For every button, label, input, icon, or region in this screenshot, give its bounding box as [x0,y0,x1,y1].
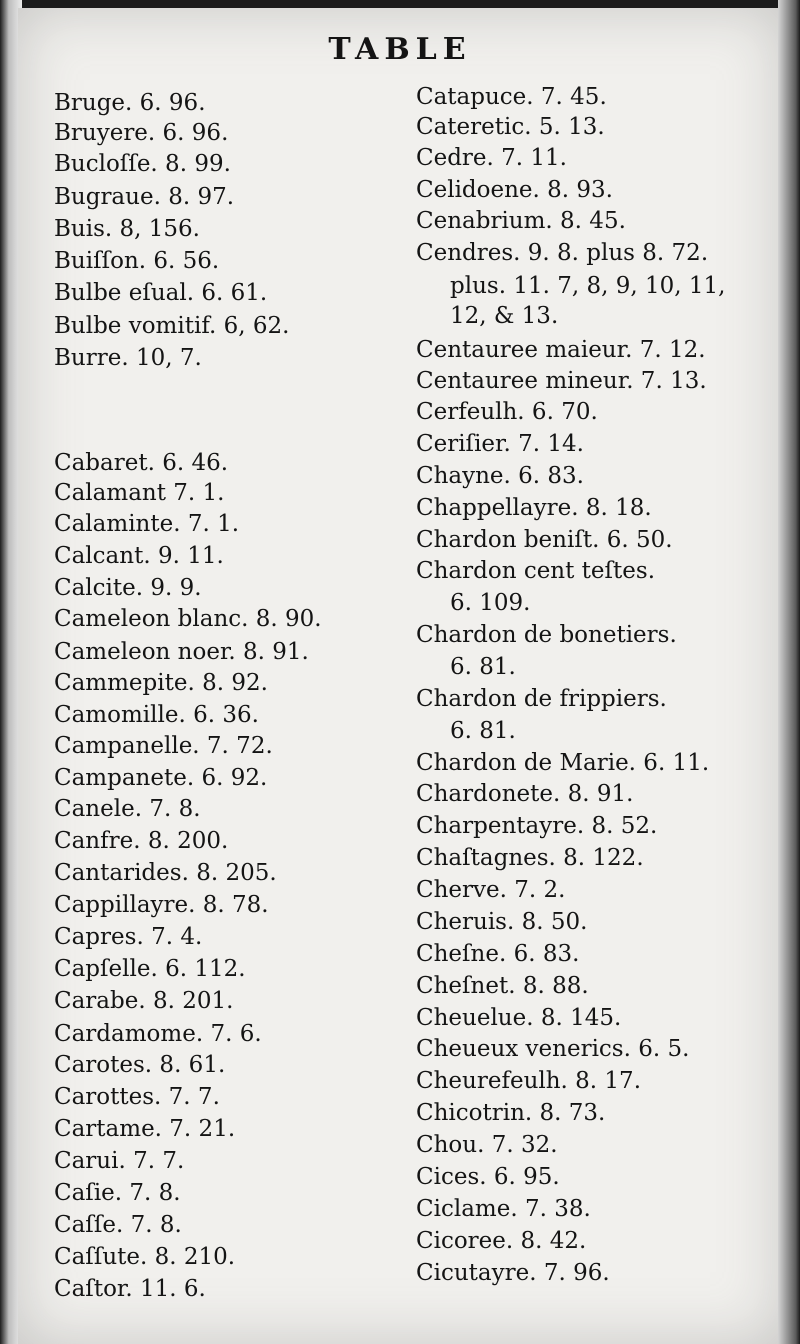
index-entry: 6. 81. [450,718,516,744]
index-entry: Carotes. 8. 61. [54,1052,226,1078]
index-entry: Carabe. 8. 201. [54,988,234,1014]
index-entry: Cheruis. 8. 50. [416,909,588,935]
index-entry: Carui. 7. 7. [54,1148,185,1174]
index-entry: Chardon de bonetiers. [416,622,677,648]
index-entry: Calcite. 9. 9. [54,575,202,601]
index-entry: Chappellayre. 8. 18. [416,495,652,521]
page-title: TABLE [328,32,472,67]
index-entry: Capres. 7. 4. [54,924,203,950]
index-entry: 6. 81. [450,654,516,680]
index-entry: Bucloſſe. 8. 99. [54,151,231,177]
index-entry: Cicoree. 8. 42. [416,1228,587,1254]
page-top-edge [0,0,800,8]
index-entry: Cerfeulh. 6. 70. [416,399,598,425]
index-entry: Bruyere. 6. 96. [54,120,229,146]
index-entry: Calamant 7. 1. [54,480,225,506]
index-entry: Centauree maieur. 7. 12. [416,337,706,363]
index-entry: Ciclame. 7. 38. [416,1196,591,1222]
index-entry: Calcant. 9. 11. [54,543,224,569]
index-entry: Calaminte. 7. 1. [54,511,240,537]
index-entry: Cices. 6. 95. [416,1164,560,1190]
index-entry: Cheſne. 6. 83. [416,941,580,967]
page-right-edge [778,0,800,1344]
index-entry: Cheſnet. 8. 88. [416,973,589,999]
index-entry: Cappillayre. 8. 78. [54,892,269,918]
index-entry: Buiſſon. 6. 56. [54,248,220,274]
index-entry: Campanete. 6. 92. [54,765,268,791]
index-entry: Cheurefeulh. 8. 17. [416,1068,642,1094]
index-entry: Chardon de Marie. 6. 11. [416,750,710,776]
index-entry: Caſſute. 8. 210. [54,1244,236,1270]
book-page [18,8,782,1344]
index-entry: 6. 109. [450,590,531,616]
index-entry: Carottes. 7. 7. [54,1084,220,1110]
index-entry: Caſtor. 11. 6. [54,1276,206,1302]
index-entry: Chardon beniſt. 6. 50. [416,527,673,553]
index-entry: Cameleon blanc. 8. 90. [54,606,322,632]
index-entry: Centauree mineur. 7. 13. [416,368,707,394]
index-entry: Cicutayre. 7. 96. [416,1260,610,1286]
index-entry: Capſelle. 6. 112. [54,956,246,982]
index-entry: Cenabrium. 8. 45. [416,208,626,234]
index-entry: Chou. 7. 32. [416,1132,558,1158]
index-entry: Cameleon noer. 8. 91. [54,639,309,665]
index-entry: Chicotrin. 8. 73. [416,1100,606,1126]
index-entry: Celidoene. 8. 93. [416,177,613,203]
index-entry: Charpentayre. 8. 52. [416,813,658,839]
index-entry: Cammepite. 8. 92. [54,670,268,696]
index-entry: Chardonete. 8. 91. [416,781,634,807]
index-entry: Caſie. 7. 8. [54,1180,181,1206]
index-entry: Chaſtagnes. 8. 122. [416,845,644,871]
index-entry: Bulbe vomitif. 6, 62. [54,313,290,339]
index-entry: Cateretic. 5. 13. [416,114,605,140]
index-entry: Cheuelue. 8. 145. [416,1005,622,1031]
index-entry: Campanelle. 7. 72. [54,733,273,759]
index-entry: Cendres. 9. 8. plus 8. 72. [416,240,709,266]
index-entry: Ceriſier. 7. 14. [416,431,584,457]
index-entry: Cherve. 7. 2. [416,877,566,903]
index-entry: Catapuce. 7. 45. [416,84,607,110]
index-entry: Cartame. 7. 21. [54,1116,236,1142]
index-entry: Camomille. 6. 36. [54,702,259,728]
index-entry: Chardon cent teſtes. [416,558,656,584]
index-entry: Chardon de frippiers. [416,686,667,712]
index-entry: Cedre. 7. 11. [416,145,567,171]
index-entry: Bruge. 6. 96. [54,90,206,116]
index-entry: Cheueux venerics. 6. 5. [416,1036,690,1062]
index-entry: Canele. 7. 8. [54,796,201,822]
index-entry: Buis. 8, 156. [54,216,200,242]
index-entry: Cabaret. 6. 46. [54,450,229,476]
index-entry: Canfre. 8. 200. [54,828,229,854]
index-entry: Cardamome. 7. 6. [54,1021,262,1047]
index-entry: Caſſe. 7. 8. [54,1212,182,1238]
index-entry: Burre. 10, 7. [54,345,202,371]
index-entry: Bulbe eſual. 6. 61. [54,280,268,306]
index-entry: Chayne. 6. 83. [416,463,584,489]
index-entry: Cantarides. 8. 205. [54,860,277,886]
index-entry: plus. 11. 7, 8, 9, 10, 11, [450,273,726,299]
index-entry: 12, & 13. [450,303,559,329]
index-entry: Bugraue. 8. 97. [54,184,235,210]
